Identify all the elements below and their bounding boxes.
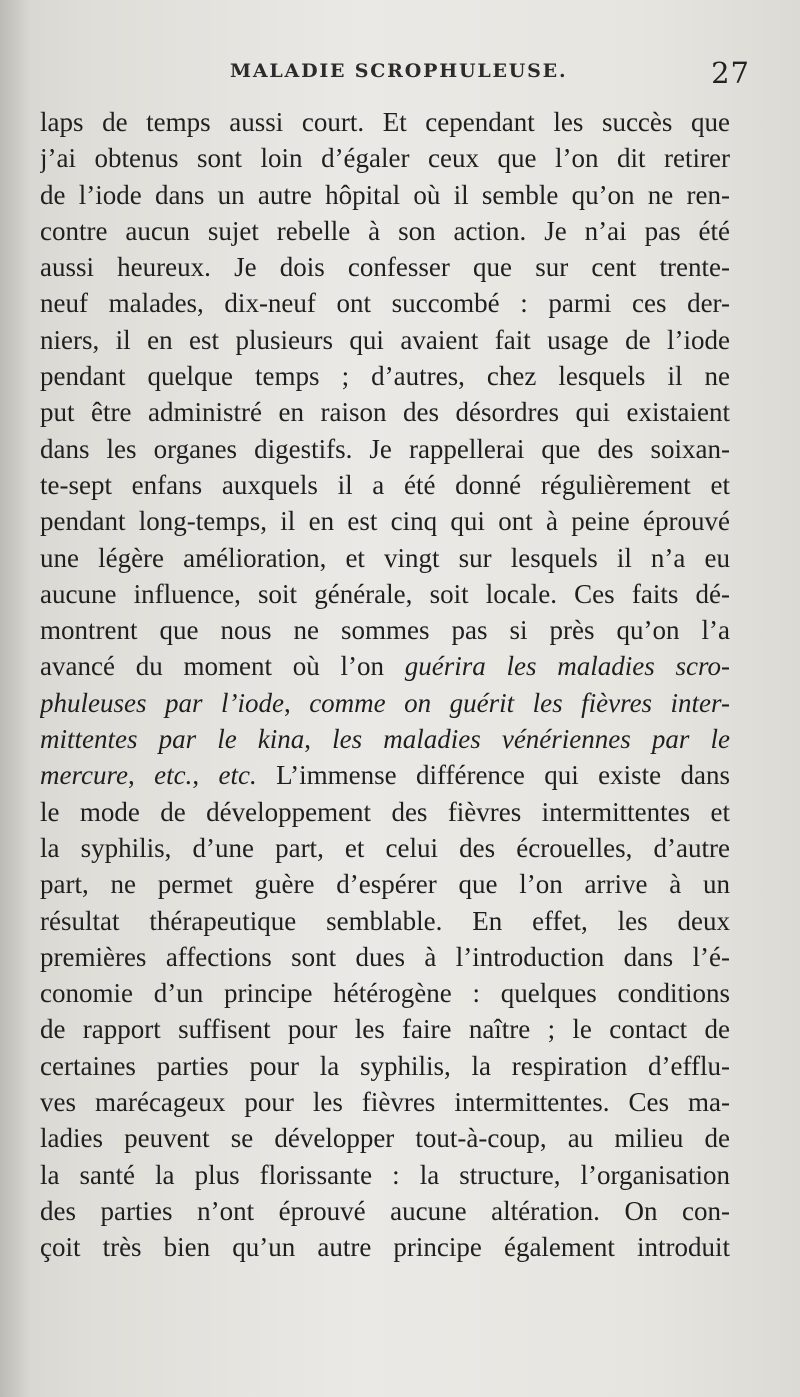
text-line: ves marécageux pour les fièvres intermittentes. Ces ma-	[40, 1087, 730, 1118]
text-line: des parties n’ont éprouvé aucune altération. On con-	[40, 1195, 730, 1226]
text-line: ladies peuvent se développer tout-à-coup, au milieu de	[40, 1123, 730, 1154]
line-segment: avancé du moment où l’on	[40, 651, 405, 682]
text-line-mixed	[40, 685, 730, 721]
text-line: contre aucun sujet rebelle à son action. Je n’ai pas été	[40, 215, 730, 246]
italic-segment: comme on guérit les fièvres inter-	[309, 687, 730, 718]
text-line: résultat thérapeutique semblable. En effet, les deux	[40, 905, 730, 936]
text-line: aucune influence, soit générale, soit locale. Ces faits dé-	[40, 578, 730, 609]
line-segment: ,	[304, 724, 333, 755]
italic-segment: mittentes par le kina	[40, 724, 305, 755]
text-line: neuf malades, dix-neuf ont succombé : parmi ces der-	[40, 288, 730, 319]
line-segment: L’immense différence qui existe dans	[256, 760, 730, 791]
text-line: montrent que nous ne sommes pas si près qu’on l’a	[40, 615, 730, 646]
page-number: 27	[711, 56, 750, 90]
line-segment: ,	[127, 760, 155, 791]
text-line-mixed	[40, 757, 730, 793]
text-line: j’ai obtenus sont loin d’égaler ceux que l’on dit retirer	[40, 143, 730, 174]
text-line: niers, il en est plusieurs qui avaient fait usage de l’iode	[40, 324, 730, 355]
text-line: de rapport suffisent pour les faire naître ; le contact de	[40, 1014, 730, 1045]
line-segment: ,	[192, 760, 219, 791]
italic-segment: guérira les maladies scro-	[404, 651, 730, 682]
text-line: dans les organes digestifs. Je rappellerai que des soixan-	[40, 433, 730, 464]
italic-segment: phuleuses par l’iode	[40, 687, 284, 718]
italic-segment: etc.	[154, 760, 193, 791]
text-line: certaines parties pour la syphilis, la respiration d’efflu-	[40, 1050, 730, 1081]
text-line-mixed	[40, 648, 730, 684]
text-line: laps de temps aussi court. Et cependant les succès que	[40, 107, 730, 137]
running-head: MALADIE SCROPHULEUSE.	[230, 60, 568, 82]
text-line: premières affections sont dues à l’introduction dans l’é-	[40, 941, 730, 972]
text-line: pendant long-temps, il en est cinq qui ont à peine éprouvé	[40, 506, 730, 537]
text-line: te-sept enfans auxquels il a été donné régulièrement et	[40, 469, 730, 500]
text-line: de l’iode dans un autre hôpital où il semble qu’on ne ren-	[40, 179, 730, 210]
italic-segment: etc.	[218, 760, 257, 791]
binding-shadow	[0, 0, 30, 1397]
text-line: le mode de développement des fièvres intermittentes et	[40, 796, 730, 827]
line-segment: ,	[283, 687, 310, 718]
text-line: la syphilis, d’une part, et celui des écrouelles, d’autre	[40, 832, 730, 863]
italic-segment: les maladies vénériennes par le	[332, 724, 730, 755]
text-line: çoit très bien qu’un autre principe également introduit	[40, 1232, 730, 1263]
text-line: part, ne permet guère d’espérer que l’on arrive à un	[40, 869, 730, 900]
text-line: une légère amélioration, et vingt sur lesquels il n’a eu	[40, 542, 730, 573]
text-line: put être administré en raison des désordres qui existaient	[40, 397, 730, 428]
text-line: aussi heureux. Je dois confesser que sur cent trente-	[40, 252, 730, 283]
text-line: la santé la plus florissante : la structure, l’organisation	[40, 1159, 730, 1190]
body-text	[40, 104, 730, 1266]
text-line: conomie d’un principe hétérogène : quelques conditions	[40, 978, 730, 1009]
page-header	[40, 56, 750, 94]
italic-segment: mercure	[40, 760, 128, 791]
text-line-mixed	[40, 721, 730, 757]
text-line: pendant quelque temps ; d’autres, chez lesquels il ne	[40, 361, 730, 392]
